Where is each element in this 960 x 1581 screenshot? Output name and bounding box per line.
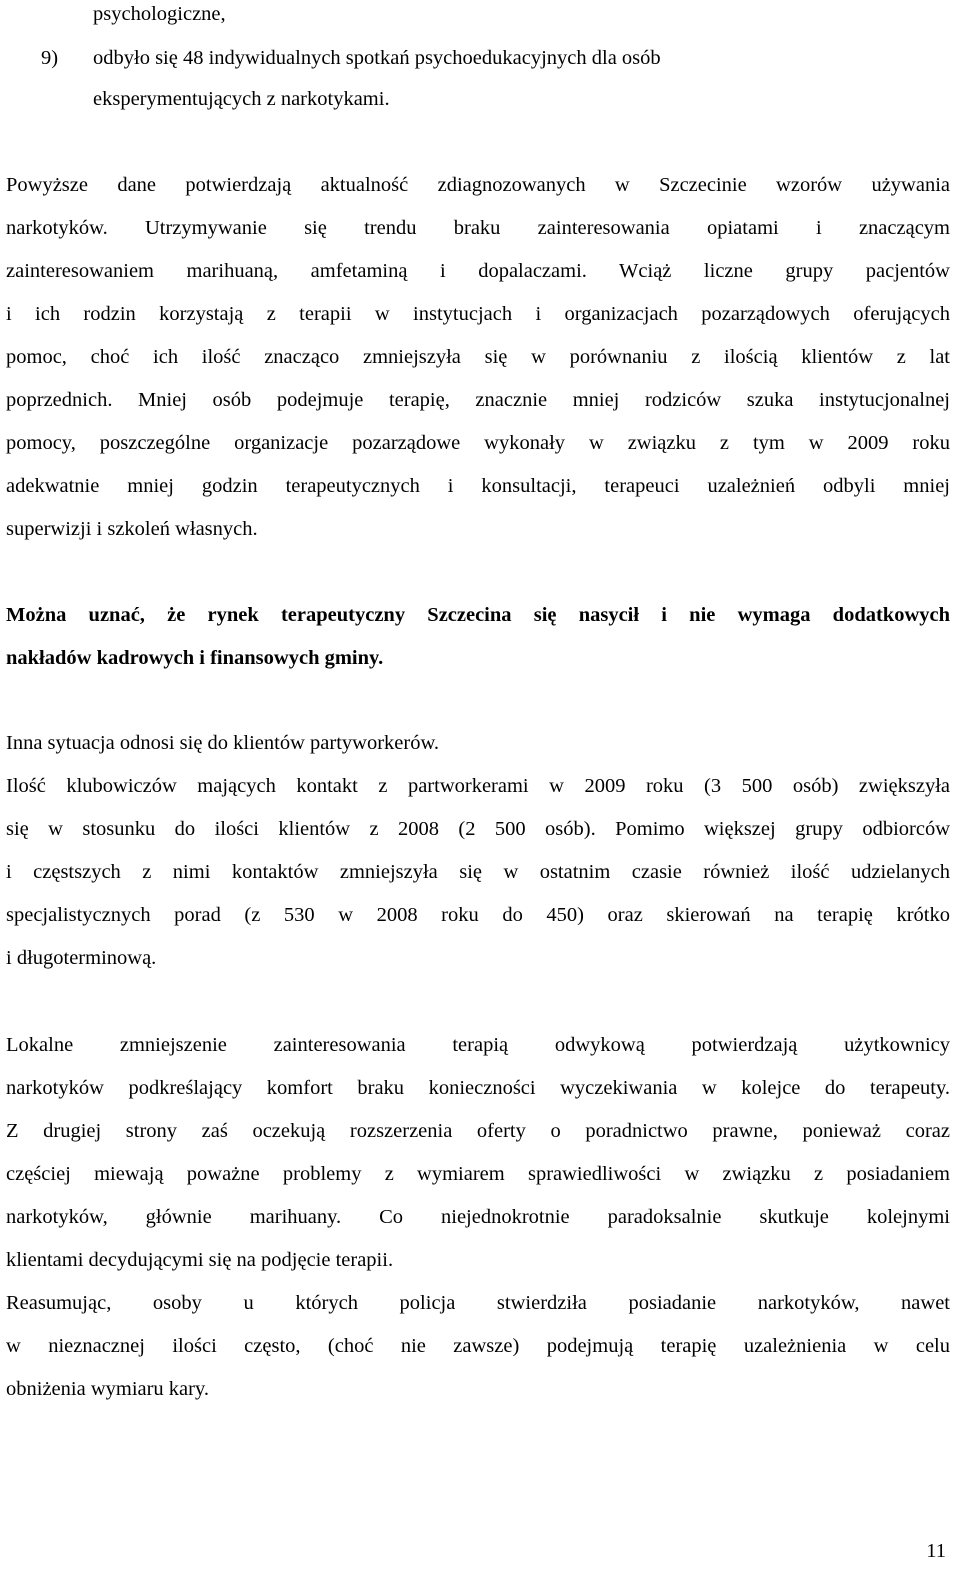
list-item-text: eksperymentujących z narkotykami.	[93, 88, 390, 110]
paragraph-line: narkotyków. Utrzymywanie się trendu braku zainteresowania opiatami i znaczącym	[6, 217, 950, 239]
paragraph-line: Inna sytuacja odnosi się do klientów partyworkerów.	[6, 732, 440, 754]
paragraph-line: Powyższe dane potwierdzają aktualność zdiagnozowanych w Szczecinie wzorów używania	[6, 174, 950, 196]
paragraph-line: i ich rodzin korzystają z terapii w instytucjach i organizacjach pozarządowych oferujących	[6, 303, 950, 325]
bold-conclusion-line: nakładów kadrowych i finansowych gminy.	[6, 647, 384, 669]
paragraph-line: narkotyków, głównie marihuany. Co niejednokrotnie paradoksalnie skutkuje kolejnymi	[6, 1206, 950, 1228]
paragraph-line: Reasumując, osoby u których policja stwierdziła posiadanie narkotyków, nawet	[6, 1292, 950, 1314]
list-item-number: 9)	[41, 47, 59, 69]
page-number: 11	[926, 1540, 946, 1562]
paragraph-line: Z drugiej strony zaś oczekują rozszerzenia oferty o poradnictwo prawne, ponieważ coraz	[6, 1120, 950, 1142]
paragraph-line: adekwatnie mniej godzin terapeutycznych i konsultacji, terapeuci uzależnień odbyli mniej	[6, 475, 950, 497]
paragraph-line: narkotyków podkreślający komfort braku konieczności wyczekiwania w kolejce do terapeuty.	[6, 1077, 950, 1099]
paragraph-line: specjalistycznych porad (z 530 w 2008 roku do 450) oraz skierowań na terapię krótko	[6, 904, 950, 926]
paragraph-line: obniżenia wymiaru kary.	[6, 1378, 210, 1400]
paragraph-line: zainteresowaniem marihuaną, amfetaminą i dopalaczami. Wciąż liczne grupy pacjentów	[6, 260, 950, 282]
paragraph-line: pomocy, poszczególne organizacje pozarządowe wykonały w związku z tym w 2009 roku	[6, 432, 950, 454]
paragraph-line: w nieznacznej ilości często, (choć nie zawsze) podejmują terapię uzależnienia w celu	[6, 1335, 950, 1357]
paragraph-line: superwizji i szkoleń własnych.	[6, 518, 258, 540]
paragraph-line: poprzednich. Mniej osób podejmuje terapię, znacznie mniej rodziców szuka instytucjonalnej	[6, 389, 950, 411]
bold-conclusion-line: Można uznać, że rynek terapeutyczny Szczecina się nasycił i nie wymaga dodatkowych	[6, 604, 950, 626]
paragraph-line: częściej miewają poważne problemy z wymiarem sprawiedliwości w związku z posiadaniem	[6, 1163, 950, 1185]
paragraph-line: i częstszych z nimi kontaktów zmniejszyła się w ostatnim czasie również ilość udzielanych	[6, 861, 950, 883]
paragraph-line: się w stosunku do ilości klientów z 2008 (2 500 osób). Pomimo większej grupy odbiorców	[6, 818, 950, 840]
list-item-continuation: psychologiczne,	[93, 3, 226, 25]
paragraph-line: Lokalne zmniejszenie zainteresowania terapią odwykową potwierdzają użytkownicy	[6, 1034, 950, 1056]
paragraph-line: pomoc, choć ich ilość znacząco zmniejszyła się w porównaniu z ilością klientów z lat	[6, 346, 950, 368]
paragraph-line: i długoterminową.	[6, 947, 157, 969]
list-item-text: odbyło się 48 indywidualnych spotkań psychoedukacyjnych dla osób	[93, 47, 661, 69]
paragraph-line: klientami decydującymi się na podjęcie terapii.	[6, 1249, 394, 1271]
paragraph-line: Ilość klubowiczów mających kontakt z partworkerami w 2009 roku (3 500 osób) zwiększyła	[6, 775, 950, 797]
